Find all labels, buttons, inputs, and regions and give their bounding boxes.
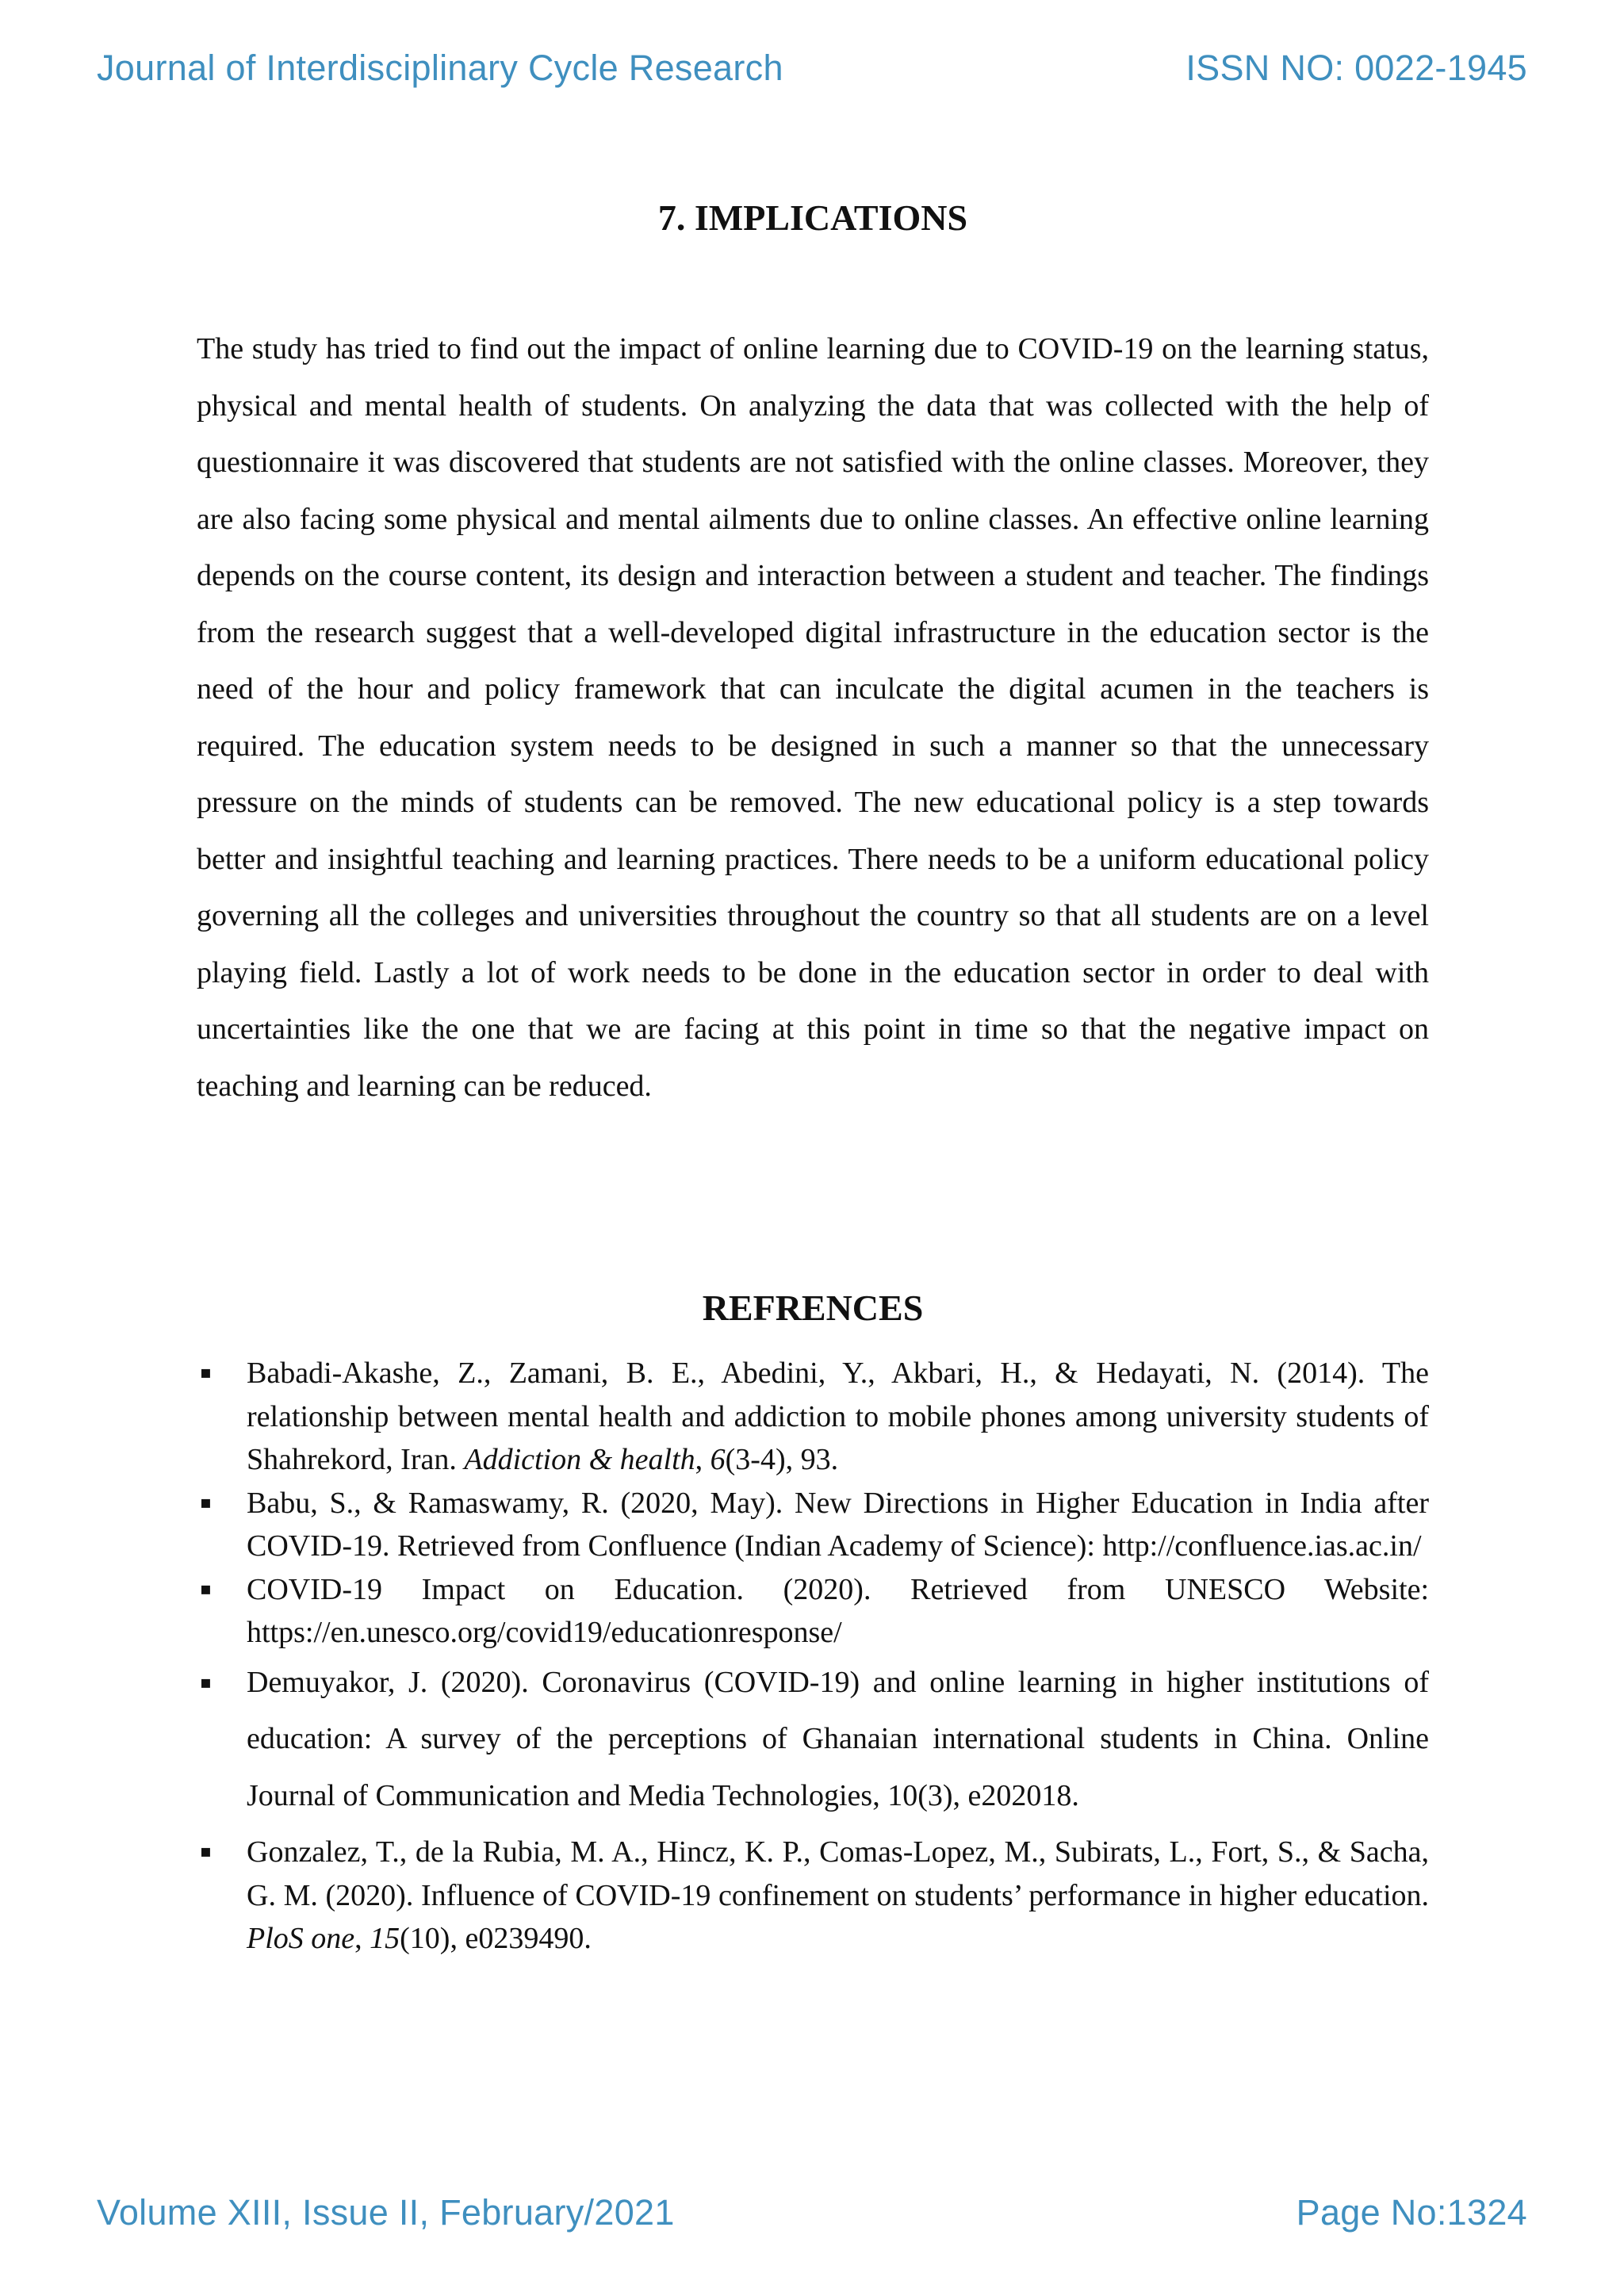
reference-body: Gonzalez, T., de la Rubia, M. A., Hincz, K. P., Comas-Lopez, M., Subirats, L., Fort, S., & Sacha, G. M. (2020). Influence of COVID-19 confinement on students’ performance in higher education. (247, 1835, 1429, 1912)
bullet-icon: ▪ (200, 1363, 212, 1383)
reference-pages: (10), e0239490. (400, 1922, 592, 1955)
reference-text (247, 1352, 1429, 1482)
reference-text: Demuyakor, J. (2020). Coronavirus (COVID-19) and online learning in higher institutions of education: A survey of the perceptions of Ghanaian international students in China. Online Journal of Communication and Media Technologies, 10(3), e202018. (247, 1665, 1429, 1812)
reference-pages: (3-4), 93. (725, 1443, 839, 1476)
reference-volume: 15 (370, 1922, 400, 1955)
reference-separator: , (354, 1922, 370, 1955)
reference-volume: 6 (710, 1443, 726, 1476)
implications-paragraph: The study has tried to find out the impact of online learning due to COVID-19 on the learning status, physical and mental health of students. On analyzing the data that was collected with the help of questionnaire it was discovered that students are not satisfied with the online classes. Moreover, they are also facing some physical and mental ailments due to online classes. An effective online learning depends on the course content, its design and interaction between a student and teacher. The findings from the research suggest that a well-developed digital infrastructure in the education sector is the need of the hour and policy framework that can inculcate the digital acumen in the teachers is required. The education system needs to be designed in such a manner so that the unnecessary pressure on the minds of students can be removed. The new educational policy is a step towards better and insightful teaching and learning practices. There needs to be a uniform educational policy governing all the colleges and universities throughout the country so that all students are on a level playing field. Lastly a lot of work needs to be done in the education sector in order to deal with uncertainties like the one that we are facing at this point in time so that the negative impact on teaching and learning can be reduced. (197, 332, 1429, 1103)
bullet-icon: ▪ (200, 1672, 212, 1693)
reference-item-demuyakor (197, 1655, 1429, 1825)
reference-item-gonzalez (197, 1831, 1429, 1961)
reference-text: COVID-19 Impact on Education. (2020). Retrieved from UNESCO Website: https://en.unesco.org/covid19/educationresponse/ (247, 1572, 1429, 1649)
journal-name-header: Journal of Interdisciplinary Cycle Research (97, 48, 783, 88)
bullet-icon: ▪ (200, 1842, 212, 1862)
bullet-icon: ▪ (200, 1578, 212, 1599)
reference-journal: PloS one (247, 1922, 355, 1955)
references-heading: REFRENCES (702, 1288, 924, 1328)
reference-text (247, 1831, 1429, 1961)
reference-item-unesco (197, 1568, 1429, 1655)
reference-item-babadi (197, 1352, 1429, 1482)
reference-body: Babadi-Akashe, Z., Zamani, B. E., Abedini, Y., Akbari, H., & Hedayati, N. (2014). The relationship between mental health and addiction to mobile phones among university students of Shahrekord, Iran. (247, 1357, 1429, 1476)
page-number-footer: Page No:1324 (1296, 2192, 1527, 2233)
reference-text: Babu, S., & Ramaswamy, R. (2020, May). New Directions in Higher Education in India after COVID-19. Retrieved from Confluence (Indian Academy of Science): http://confluence.ias.ac.in/ (247, 1486, 1429, 1563)
implications-heading: 7. IMPLICATIONS (657, 197, 968, 238)
reference-item-babu (197, 1482, 1429, 1568)
volume-issue-footer: Volume XIII, Issue II, February/2021 (97, 2192, 675, 2233)
reference-separator: , (695, 1443, 710, 1476)
reference-list (197, 1352, 1429, 1961)
reference-journal: Addiction & health (464, 1443, 695, 1476)
bullet-icon: ▪ (200, 1492, 212, 1513)
issn-header: ISSN NO: 0022-1945 (1185, 48, 1527, 88)
